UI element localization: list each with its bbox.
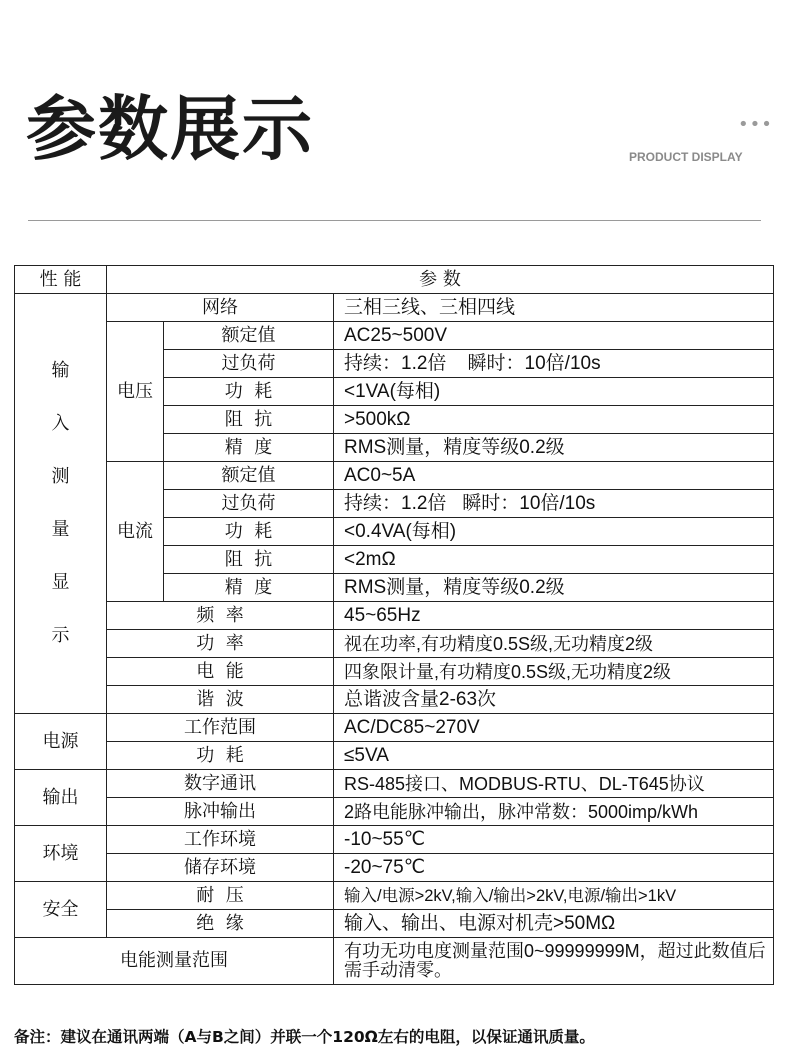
table-row bbox=[15, 714, 774, 742]
row-value: 视在功率,有功精度0.5S级,无功精度2级 bbox=[334, 630, 774, 658]
group-char: 测 bbox=[51, 466, 70, 487]
row-label: 储存环境 bbox=[107, 854, 334, 882]
row-value: 总谐波含量2-63次 bbox=[334, 686, 774, 714]
row-value: -20~75℃ bbox=[334, 854, 774, 882]
row-label: 频 率 bbox=[107, 602, 334, 630]
header-performance: 性 能 bbox=[15, 266, 107, 294]
row-label: 额定值 bbox=[164, 322, 334, 350]
group-char: 输 bbox=[51, 360, 70, 381]
page-subtitle: PRODUCT DISPLAY bbox=[629, 150, 743, 164]
row-label: 数字通讯 bbox=[107, 770, 334, 798]
row-value: >500kΩ bbox=[334, 406, 774, 434]
more-dots-icon: ••• bbox=[738, 114, 773, 135]
row-label: 耐 压 bbox=[107, 882, 334, 910]
row-label: 脉冲输出 bbox=[107, 798, 334, 826]
row-value: RS-485接口、MODBUS-RTU、DL-T645协议 bbox=[334, 770, 774, 798]
group-char: 显 bbox=[51, 572, 70, 593]
row-label: 精 度 bbox=[164, 574, 334, 602]
row-value: AC0~5A bbox=[334, 462, 774, 490]
footnote: 备注：建议在通讯两端（A与B之间）并联一个120Ω左右的电阻，以保证通讯质量。 bbox=[14, 1028, 595, 1046]
safety-label: 安全 bbox=[15, 882, 107, 938]
row-value: 输入、输出、电源对机壳>50MΩ bbox=[334, 910, 774, 938]
table-row bbox=[15, 770, 774, 798]
table-row bbox=[15, 462, 774, 490]
row-value: 输入/电源>2kV,输入/输出>2kV,电源/输出>1kV bbox=[334, 882, 774, 910]
row-value: RMS测量，精度等级0.2级 bbox=[334, 434, 774, 462]
table-row bbox=[15, 742, 774, 770]
voltage-group-label: 电压 bbox=[107, 322, 164, 462]
row-label: 功 耗 bbox=[107, 742, 334, 770]
row-label: 额定值 bbox=[164, 462, 334, 490]
row-value: <2mΩ bbox=[334, 546, 774, 574]
table-row bbox=[15, 938, 774, 985]
table-row bbox=[15, 602, 774, 630]
output-label: 输出 bbox=[15, 770, 107, 826]
row-value: 三相三线、三相四线 bbox=[334, 294, 774, 322]
group-char: 示 bbox=[51, 625, 70, 646]
row-label: 过负荷 bbox=[164, 490, 334, 518]
table-row bbox=[15, 294, 774, 322]
page-title: 参数展示 bbox=[26, 88, 314, 170]
row-label: 电 能 bbox=[107, 658, 334, 686]
row-label: 阻 抗 bbox=[164, 546, 334, 574]
table-row bbox=[15, 322, 774, 350]
energy-range-value: 有功无功电度测量范围0~99999999M，超过此数值后需手动清零。 bbox=[334, 938, 774, 985]
group-char: 量 bbox=[51, 519, 70, 540]
row-label: 工作环境 bbox=[107, 826, 334, 854]
table-row bbox=[15, 882, 774, 910]
row-value: <0.4VA(每相) bbox=[334, 518, 774, 546]
row-value: 持续：1.2倍 瞬时：10倍/10s bbox=[334, 490, 774, 518]
row-label: 谐 波 bbox=[107, 686, 334, 714]
row-label: 精 度 bbox=[164, 434, 334, 462]
row-value: ≤5VA bbox=[334, 742, 774, 770]
table-row bbox=[15, 826, 774, 854]
row-value: AC25~500V bbox=[334, 322, 774, 350]
table-row bbox=[15, 658, 774, 686]
row-label: 阻 抗 bbox=[164, 406, 334, 434]
row-value: 2路电能脉冲输出，脉冲常数：5000imp/kWh bbox=[334, 798, 774, 826]
group-char: 入 bbox=[51, 413, 70, 434]
row-value: <1VA(每相) bbox=[334, 378, 774, 406]
row-value: 四象限计量,有功精度0.5S级,无功精度2级 bbox=[334, 658, 774, 686]
row-label: 功 率 bbox=[107, 630, 334, 658]
table-row bbox=[15, 910, 774, 938]
row-value: RMS测量，精度等级0.2级 bbox=[334, 574, 774, 602]
table-row bbox=[15, 686, 774, 714]
row-label: 网络 bbox=[107, 294, 334, 322]
input-measure-display-label bbox=[15, 294, 107, 714]
environment-label: 环境 bbox=[15, 826, 107, 882]
row-value: -10~55℃ bbox=[334, 826, 774, 854]
table-row bbox=[15, 798, 774, 826]
row-value: AC/DC85~270V bbox=[334, 714, 774, 742]
row-value: 45~65Hz bbox=[334, 602, 774, 630]
header-divider bbox=[28, 220, 761, 221]
row-value: 持续：1.2倍 瞬时：10倍/10s bbox=[334, 350, 774, 378]
row-label: 工作范围 bbox=[107, 714, 334, 742]
row-label: 绝 缘 bbox=[107, 910, 334, 938]
table-header-row bbox=[15, 266, 774, 294]
energy-range-label: 电能测量范围 bbox=[15, 938, 334, 985]
row-label: 功 耗 bbox=[164, 518, 334, 546]
row-label: 过负荷 bbox=[164, 350, 334, 378]
current-group-label: 电流 bbox=[107, 462, 164, 602]
table-row bbox=[15, 630, 774, 658]
spec-table bbox=[14, 265, 774, 985]
header-parameters: 参 数 bbox=[107, 266, 774, 294]
table-row bbox=[15, 854, 774, 882]
power-supply-label: 电源 bbox=[15, 714, 107, 770]
row-label: 功 耗 bbox=[164, 378, 334, 406]
